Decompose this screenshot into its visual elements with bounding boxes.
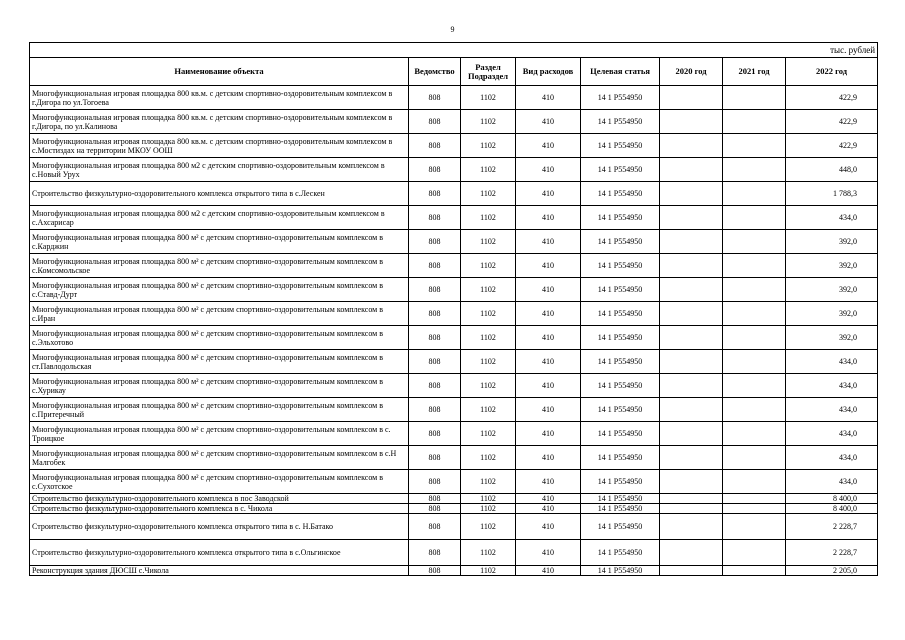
row-name: Многофункциональная игровая площадка 800 м² с детским спортивно-оздоровительным комплексом в с.Карджин: [30, 230, 409, 254]
row-expense: 410: [516, 540, 581, 566]
row-2020: [660, 158, 723, 182]
header-2020: 2020 год: [660, 58, 723, 86]
row-dept: 808: [409, 494, 461, 504]
row-target: 14 1 P554950: [581, 326, 660, 350]
row-section: 1102: [461, 470, 516, 494]
row-dept: 808: [409, 374, 461, 398]
row-expense: 410: [516, 110, 581, 134]
header-2022: 2022 год: [786, 58, 878, 86]
row-dept: 808: [409, 134, 461, 158]
row-target: 14 1 P554950: [581, 398, 660, 422]
row-target: 14 1 P554950: [581, 374, 660, 398]
row-target: 14 1 P554950: [581, 494, 660, 504]
row-dept: 808: [409, 206, 461, 230]
row-2021: [723, 350, 786, 374]
row-dept: 808: [409, 470, 461, 494]
row-2021: [723, 230, 786, 254]
row-dept: 808: [409, 398, 461, 422]
row-dept: 808: [409, 254, 461, 278]
row-name: Многофункциональная игровая площадка 800 м2 с детским спортивно-оздоровительным комплексом в с.Новый Урух: [30, 158, 409, 182]
table-row: [30, 110, 878, 134]
row-dept: 808: [409, 326, 461, 350]
row-2020: [660, 326, 723, 350]
budget-table: [29, 42, 878, 576]
row-dept: 808: [409, 182, 461, 206]
row-name: Многофункциональная игровая площадка 800 м² с детским спортивно-оздоровительным комплексом в с.Сухотское: [30, 470, 409, 494]
row-section: 1102: [461, 504, 516, 514]
table-row: [30, 504, 878, 514]
table-row: [30, 494, 878, 504]
row-dept: 808: [409, 422, 461, 446]
row-2022: 434,0: [786, 374, 878, 398]
units-row: [30, 43, 878, 58]
row-target: 14 1 P554950: [581, 134, 660, 158]
row-2021: [723, 110, 786, 134]
row-name: Многофункциональная игровая площадка 800 м² с детским спортивно-оздоровительным комплексом в с.Ставд-Дурт: [30, 278, 409, 302]
row-2022: 392,0: [786, 254, 878, 278]
row-2022: 434,0: [786, 398, 878, 422]
row-2020: [660, 86, 723, 110]
table-row: [30, 182, 878, 206]
row-section: 1102: [461, 566, 516, 576]
row-2022: 434,0: [786, 470, 878, 494]
row-2021: [723, 504, 786, 514]
row-name: Строительство физкультурно-оздоровительного комплекса открытого типа в с. Н.Батако: [30, 514, 409, 540]
row-2022: 392,0: [786, 278, 878, 302]
row-expense: 410: [516, 86, 581, 110]
row-2020: [660, 278, 723, 302]
row-target: 14 1 P554950: [581, 158, 660, 182]
row-2020: [660, 398, 723, 422]
row-name: Строительство физкультурно-оздоровительного комплекса в пос Заводской: [30, 494, 409, 504]
row-2022: 8 400,0: [786, 494, 878, 504]
row-2021: [723, 158, 786, 182]
row-target: 14 1 P554950: [581, 446, 660, 470]
row-2020: [660, 134, 723, 158]
row-expense: 410: [516, 470, 581, 494]
row-2021: [723, 374, 786, 398]
row-2022: 8 400,0: [786, 504, 878, 514]
row-name: Многофункциональная игровая площадка 800 м² с детским спортивно-оздоровительным комплексом в с.Комсомольское: [30, 254, 409, 278]
row-dept: 808: [409, 110, 461, 134]
row-expense: 410: [516, 158, 581, 182]
row-2022: 2 228,7: [786, 540, 878, 566]
row-name: Многофункциональная игровая площадка 800 м² с детским спортивно-оздоровительным комплексом в с.Эльхотово: [30, 326, 409, 350]
row-2021: [723, 278, 786, 302]
row-2021: [723, 254, 786, 278]
row-expense: 410: [516, 514, 581, 540]
row-expense: 410: [516, 446, 581, 470]
table-row: [30, 398, 878, 422]
row-2022: 422,9: [786, 110, 878, 134]
row-section: 1102: [461, 110, 516, 134]
row-dept: 808: [409, 158, 461, 182]
row-expense: 410: [516, 398, 581, 422]
row-2021: [723, 494, 786, 504]
row-2022: 434,0: [786, 350, 878, 374]
row-2020: [660, 350, 723, 374]
row-2022: 392,0: [786, 230, 878, 254]
row-2021: [723, 514, 786, 540]
table-row: [30, 374, 878, 398]
row-2020: [660, 566, 723, 576]
row-2022: 392,0: [786, 326, 878, 350]
row-dept: 808: [409, 540, 461, 566]
row-target: 14 1 P554950: [581, 566, 660, 576]
row-expense: 410: [516, 134, 581, 158]
row-expense: 410: [516, 374, 581, 398]
row-2021: [723, 470, 786, 494]
row-2020: [660, 230, 723, 254]
row-name: Строительство физкультурно-оздоровительного комплекса в с. Чикола: [30, 504, 409, 514]
row-target: 14 1 P554950: [581, 86, 660, 110]
row-target: 14 1 P554950: [581, 302, 660, 326]
row-dept: 808: [409, 446, 461, 470]
row-2020: [660, 540, 723, 566]
header-section: Раздел Подраздел: [461, 58, 516, 86]
row-expense: 410: [516, 206, 581, 230]
row-dept: 808: [409, 302, 461, 326]
row-2022: 448,0: [786, 158, 878, 182]
row-section: 1102: [461, 134, 516, 158]
row-dept: 808: [409, 504, 461, 514]
row-section: 1102: [461, 278, 516, 302]
header-dept: Ведомство: [409, 58, 461, 86]
row-expense: 410: [516, 230, 581, 254]
row-section: 1102: [461, 374, 516, 398]
row-2021: [723, 326, 786, 350]
table-row: [30, 326, 878, 350]
row-2022: 434,0: [786, 446, 878, 470]
row-name: Многофункциональная игровая площадка 800 м² с детским спортивно-оздоровительным комплексом в с.Хурикау: [30, 374, 409, 398]
row-dept: 808: [409, 514, 461, 540]
table-row: [30, 254, 878, 278]
row-2020: [660, 422, 723, 446]
row-dept: 808: [409, 350, 461, 374]
row-expense: 410: [516, 494, 581, 504]
row-section: 1102: [461, 446, 516, 470]
row-2022: 1 788,3: [786, 182, 878, 206]
row-2022: 392,0: [786, 302, 878, 326]
row-2020: [660, 302, 723, 326]
row-section: 1102: [461, 254, 516, 278]
row-2020: [660, 374, 723, 398]
row-2020: [660, 514, 723, 540]
row-2020: [660, 504, 723, 514]
row-2021: [723, 446, 786, 470]
row-2022: 434,0: [786, 206, 878, 230]
row-expense: 410: [516, 302, 581, 326]
row-expense: 410: [516, 350, 581, 374]
row-target: 14 1 P554950: [581, 504, 660, 514]
row-2022: 422,9: [786, 86, 878, 110]
row-2021: [723, 86, 786, 110]
row-expense: 410: [516, 504, 581, 514]
row-name: Многофункциональная игровая площадка 800 м² с детским спортивно-оздоровительным комплексом в ст.Павлодольская: [30, 350, 409, 374]
row-section: 1102: [461, 540, 516, 566]
row-2020: [660, 494, 723, 504]
row-target: 14 1 P554950: [581, 230, 660, 254]
row-expense: 410: [516, 422, 581, 446]
row-target: 14 1 P554950: [581, 278, 660, 302]
table-row: [30, 422, 878, 446]
row-expense: 410: [516, 182, 581, 206]
row-name: Многофункциональная игровая площадка 800 м² с детским спортивно-оздоровительным комплексом в с.Притеречный: [30, 398, 409, 422]
row-dept: 808: [409, 86, 461, 110]
row-name: Многофункциональная игровая площадка 800 м² с детским спортивно-оздоровительным комплексом в с.Иран: [30, 302, 409, 326]
table-row: [30, 446, 878, 470]
table-row: [30, 514, 878, 540]
row-section: 1102: [461, 350, 516, 374]
row-target: 14 1 P554950: [581, 350, 660, 374]
row-section: 1102: [461, 158, 516, 182]
units-label: тыс. рублей: [30, 43, 878, 58]
row-name: Реконструкция здания ДЮСШ с.Чикола: [30, 566, 409, 576]
row-name: Многофункциональная игровая площадка 800 м² с детским спортивно-оздоровительным комплексом в с. Троицкое: [30, 422, 409, 446]
row-section: 1102: [461, 422, 516, 446]
table-row: [30, 158, 878, 182]
row-2020: [660, 470, 723, 494]
row-name: Многофункциональная игровая площадка 800 кв.м. с детским спортивно-оздоровительным комплексом в г.Дигора, по ул.Калинова: [30, 110, 409, 134]
row-2021: [723, 182, 786, 206]
header-row: [30, 58, 878, 86]
row-2020: [660, 206, 723, 230]
table-row: [30, 86, 878, 110]
row-section: 1102: [461, 494, 516, 504]
row-2021: [723, 206, 786, 230]
table-row: [30, 350, 878, 374]
table-row: [30, 470, 878, 494]
row-2020: [660, 446, 723, 470]
row-name: Строительство физкультурно-оздоровительного комплекса открытого типа в с.Лескен: [30, 182, 409, 206]
row-2022: 422,9: [786, 134, 878, 158]
header-2021: 2021 год: [723, 58, 786, 86]
row-2021: [723, 398, 786, 422]
row-2021: [723, 134, 786, 158]
header-name: Наименование объекта: [30, 58, 409, 86]
row-2020: [660, 110, 723, 134]
table-row: [30, 302, 878, 326]
table-row: [30, 206, 878, 230]
row-target: 14 1 P554950: [581, 540, 660, 566]
row-section: 1102: [461, 86, 516, 110]
row-section: 1102: [461, 302, 516, 326]
row-section: 1102: [461, 182, 516, 206]
row-2022: 2 228,7: [786, 514, 878, 540]
row-expense: 410: [516, 278, 581, 302]
row-section: 1102: [461, 206, 516, 230]
row-section: 1102: [461, 326, 516, 350]
row-2022: 434,0: [786, 422, 878, 446]
row-2021: [723, 566, 786, 576]
row-name: Многофункциональная игровая площадка 800 м² с детским спортивно-оздоровительным комплексом в с.Н Малгобек: [30, 446, 409, 470]
row-target: 14 1 P554950: [581, 206, 660, 230]
page-number: 9: [450, 25, 455, 34]
row-name: Многофункциональная игровая площадка 800 м2 с детским спортивно-оздоровительным комплексом в с.Ахсарисар: [30, 206, 409, 230]
row-2021: [723, 302, 786, 326]
row-target: 14 1 P554950: [581, 470, 660, 494]
row-section: 1102: [461, 398, 516, 422]
row-target: 14 1 P554950: [581, 514, 660, 540]
row-2020: [660, 182, 723, 206]
row-name: Многофункциональная игровая площадка 800 кв.м. с детским спортивно-оздоровительным комплексом в с.Мостиздах на территории МКОУ ООШ: [30, 134, 409, 158]
table-row: [30, 278, 878, 302]
row-2021: [723, 540, 786, 566]
row-name: Многофункциональная игровая площадка 800 кв.м. с детским спортивно-оздоровительным комплексом в г.Дигора по ул.Тогоева: [30, 86, 409, 110]
row-target: 14 1 P554950: [581, 254, 660, 278]
row-2021: [723, 422, 786, 446]
row-target: 14 1 P554950: [581, 110, 660, 134]
row-2020: [660, 254, 723, 278]
row-section: 1102: [461, 514, 516, 540]
budget-table-container: [29, 42, 877, 576]
row-2022: 2 205,0: [786, 566, 878, 576]
row-section: 1102: [461, 230, 516, 254]
header-expense: Вид расходов: [516, 58, 581, 86]
row-target: 14 1 P554950: [581, 182, 660, 206]
row-target: 14 1 P554950: [581, 422, 660, 446]
table-row: [30, 566, 878, 576]
row-dept: 808: [409, 566, 461, 576]
row-name: Строительство физкультурно-оздоровительного комплекса открытого типа в с.Ольгинское: [30, 540, 409, 566]
row-dept: 808: [409, 278, 461, 302]
header-target: Целевая статья: [581, 58, 660, 86]
row-dept: 808: [409, 230, 461, 254]
row-expense: 410: [516, 254, 581, 278]
row-expense: 410: [516, 326, 581, 350]
row-expense: 410: [516, 566, 581, 576]
table-row: [30, 230, 878, 254]
table-row: [30, 134, 878, 158]
table-row: [30, 540, 878, 566]
